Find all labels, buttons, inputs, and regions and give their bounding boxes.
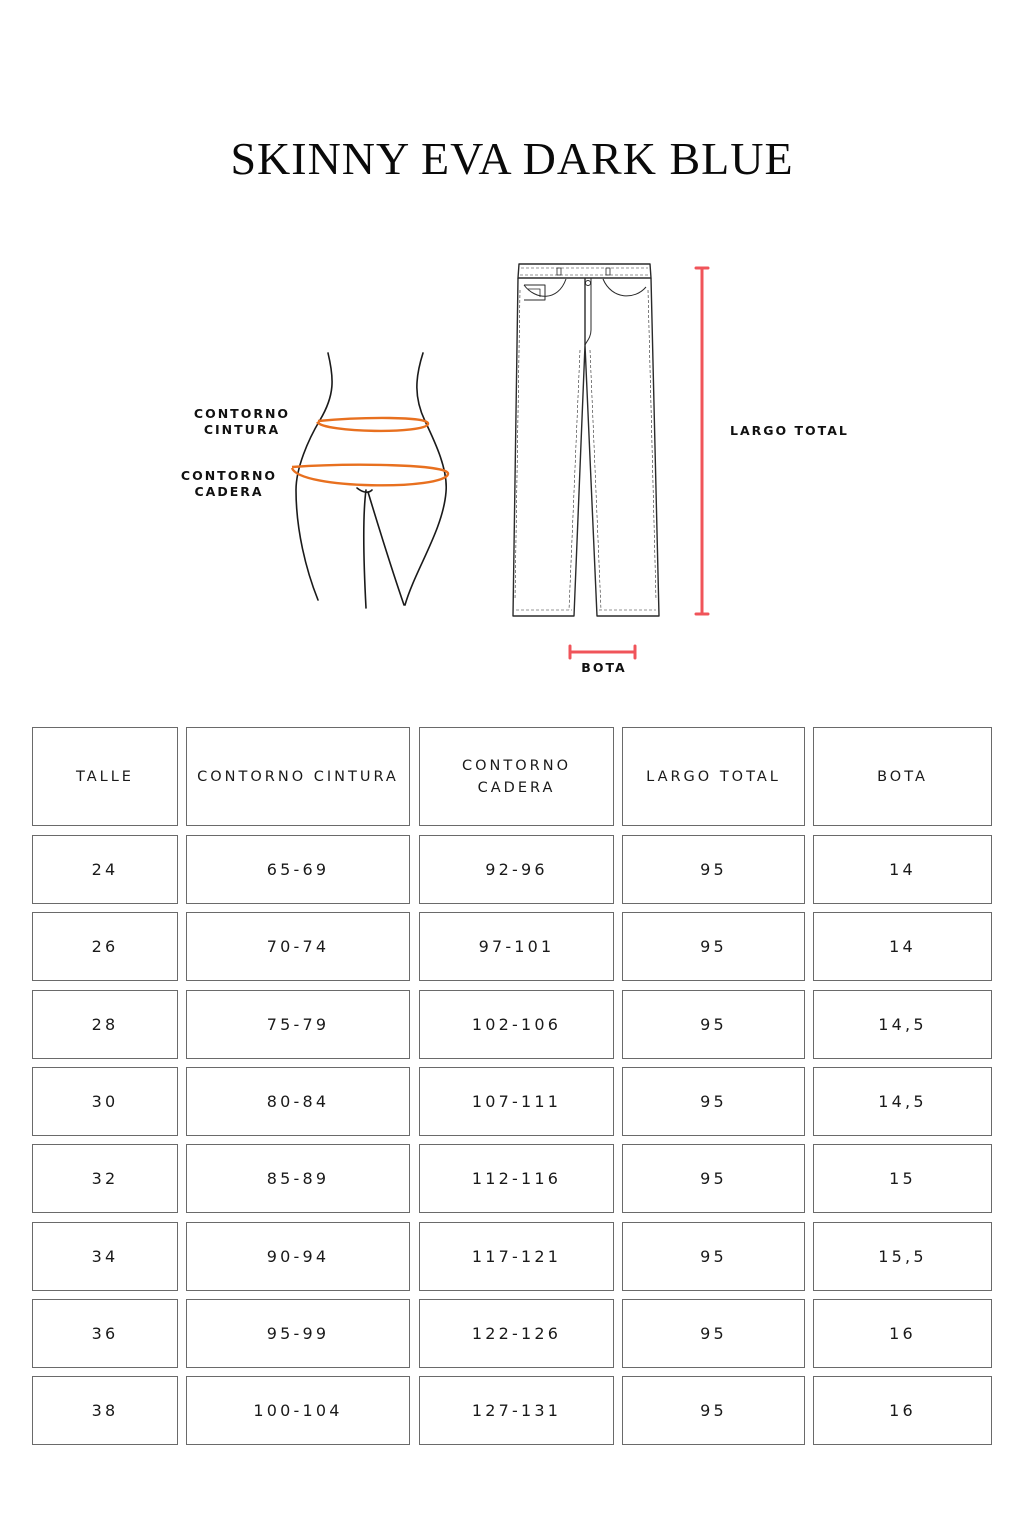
table-cell-bota: 15 xyxy=(813,1144,992,1213)
table-cell-contorno-cintura: 95-99 xyxy=(186,1299,410,1368)
table-cell-contorno-cadera: 107-111 xyxy=(419,1067,614,1136)
table-cell-bota: 16 xyxy=(813,1376,992,1445)
table-cell-largo-total: 95 xyxy=(622,1299,805,1368)
table-cell-contorno-cintura: 90-94 xyxy=(186,1222,410,1291)
table-cell-talle: 38 xyxy=(32,1376,178,1445)
table-cell-contorno-cadera: 117-121 xyxy=(419,1222,614,1291)
table-cell-contorno-cintura: 70-74 xyxy=(186,912,410,981)
table-cell-contorno-cadera: 102-106 xyxy=(419,990,614,1059)
table-cell-talle: 34 xyxy=(32,1222,178,1291)
table-cell-largo-total: 95 xyxy=(622,912,805,981)
header-cell-talle xyxy=(32,727,178,826)
table-cell-largo-total: 95 xyxy=(622,1144,805,1213)
table-cell-contorno-cintura: 65-69 xyxy=(186,835,410,904)
table-cell-contorno-cadera: 127-131 xyxy=(419,1376,614,1445)
table-cell-contorno-cadera: 92-96 xyxy=(419,835,614,904)
table-cell-talle: 26 xyxy=(32,912,178,981)
table-cell-talle: 28 xyxy=(32,990,178,1059)
table-cell-talle: 30 xyxy=(32,1067,178,1136)
measurement-diagram xyxy=(0,0,1024,700)
table-cell-largo-total: 95 xyxy=(622,1376,805,1445)
hem-measure-marker xyxy=(570,646,635,658)
table-cell-contorno-cintura: 85-89 xyxy=(186,1144,410,1213)
table-cell-contorno-cadera: 122-126 xyxy=(419,1299,614,1368)
header-cell-contorno-cadera xyxy=(419,727,614,826)
table-cell-talle: 32 xyxy=(32,1144,178,1213)
table-cell-bota: 14,5 xyxy=(813,1067,992,1136)
header-text: BOTA xyxy=(877,768,928,785)
header-cell-largo-total xyxy=(622,727,805,826)
table-cell-bota: 16 xyxy=(813,1299,992,1368)
table-cell-largo-total: 95 xyxy=(622,835,805,904)
header-cell-bota xyxy=(813,727,992,826)
header-text: TALLE xyxy=(76,768,134,785)
hem-label: BOTA xyxy=(581,660,627,675)
waist-label: CONTORNO CINTURA xyxy=(193,406,291,437)
table-cell-contorno-cintura: 80-84 xyxy=(186,1067,410,1136)
table-cell-bota: 15,5 xyxy=(813,1222,992,1291)
header-cell-contorno-cintura xyxy=(186,727,410,826)
table-cell-largo-total: 95 xyxy=(622,1067,805,1136)
length-measure-marker xyxy=(696,268,708,614)
table-cell-bota: 14 xyxy=(813,912,992,981)
table-cell-talle: 36 xyxy=(32,1299,178,1368)
table-cell-talle: 24 xyxy=(32,835,178,904)
length-label: LARGO TOTAL xyxy=(730,423,849,438)
page-title: SKINNY EVA DARK BLUE xyxy=(230,133,794,184)
table-cell-largo-total: 95 xyxy=(622,1222,805,1291)
header-text: LARGO TOTAL xyxy=(646,768,781,785)
table-cell-contorno-cintura: 100-104 xyxy=(186,1376,410,1445)
table-cell-largo-total: 95 xyxy=(622,990,805,1059)
table-cell-contorno-cadera: 97-101 xyxy=(419,912,614,981)
header-text: CADERA xyxy=(477,779,556,796)
header-text: CONTORNO CINTURA xyxy=(197,768,399,785)
hip-label: CONTORNO CADERA xyxy=(180,468,278,499)
header-text: CONTORNO xyxy=(462,757,571,774)
jeans-drawing-icon xyxy=(513,264,659,616)
table-cell-contorno-cadera: 112-116 xyxy=(419,1144,614,1213)
table-cell-contorno-cintura: 75-79 xyxy=(186,990,410,1059)
table-cell-bota: 14 xyxy=(813,835,992,904)
table-cell-bota: 14,5 xyxy=(813,990,992,1059)
